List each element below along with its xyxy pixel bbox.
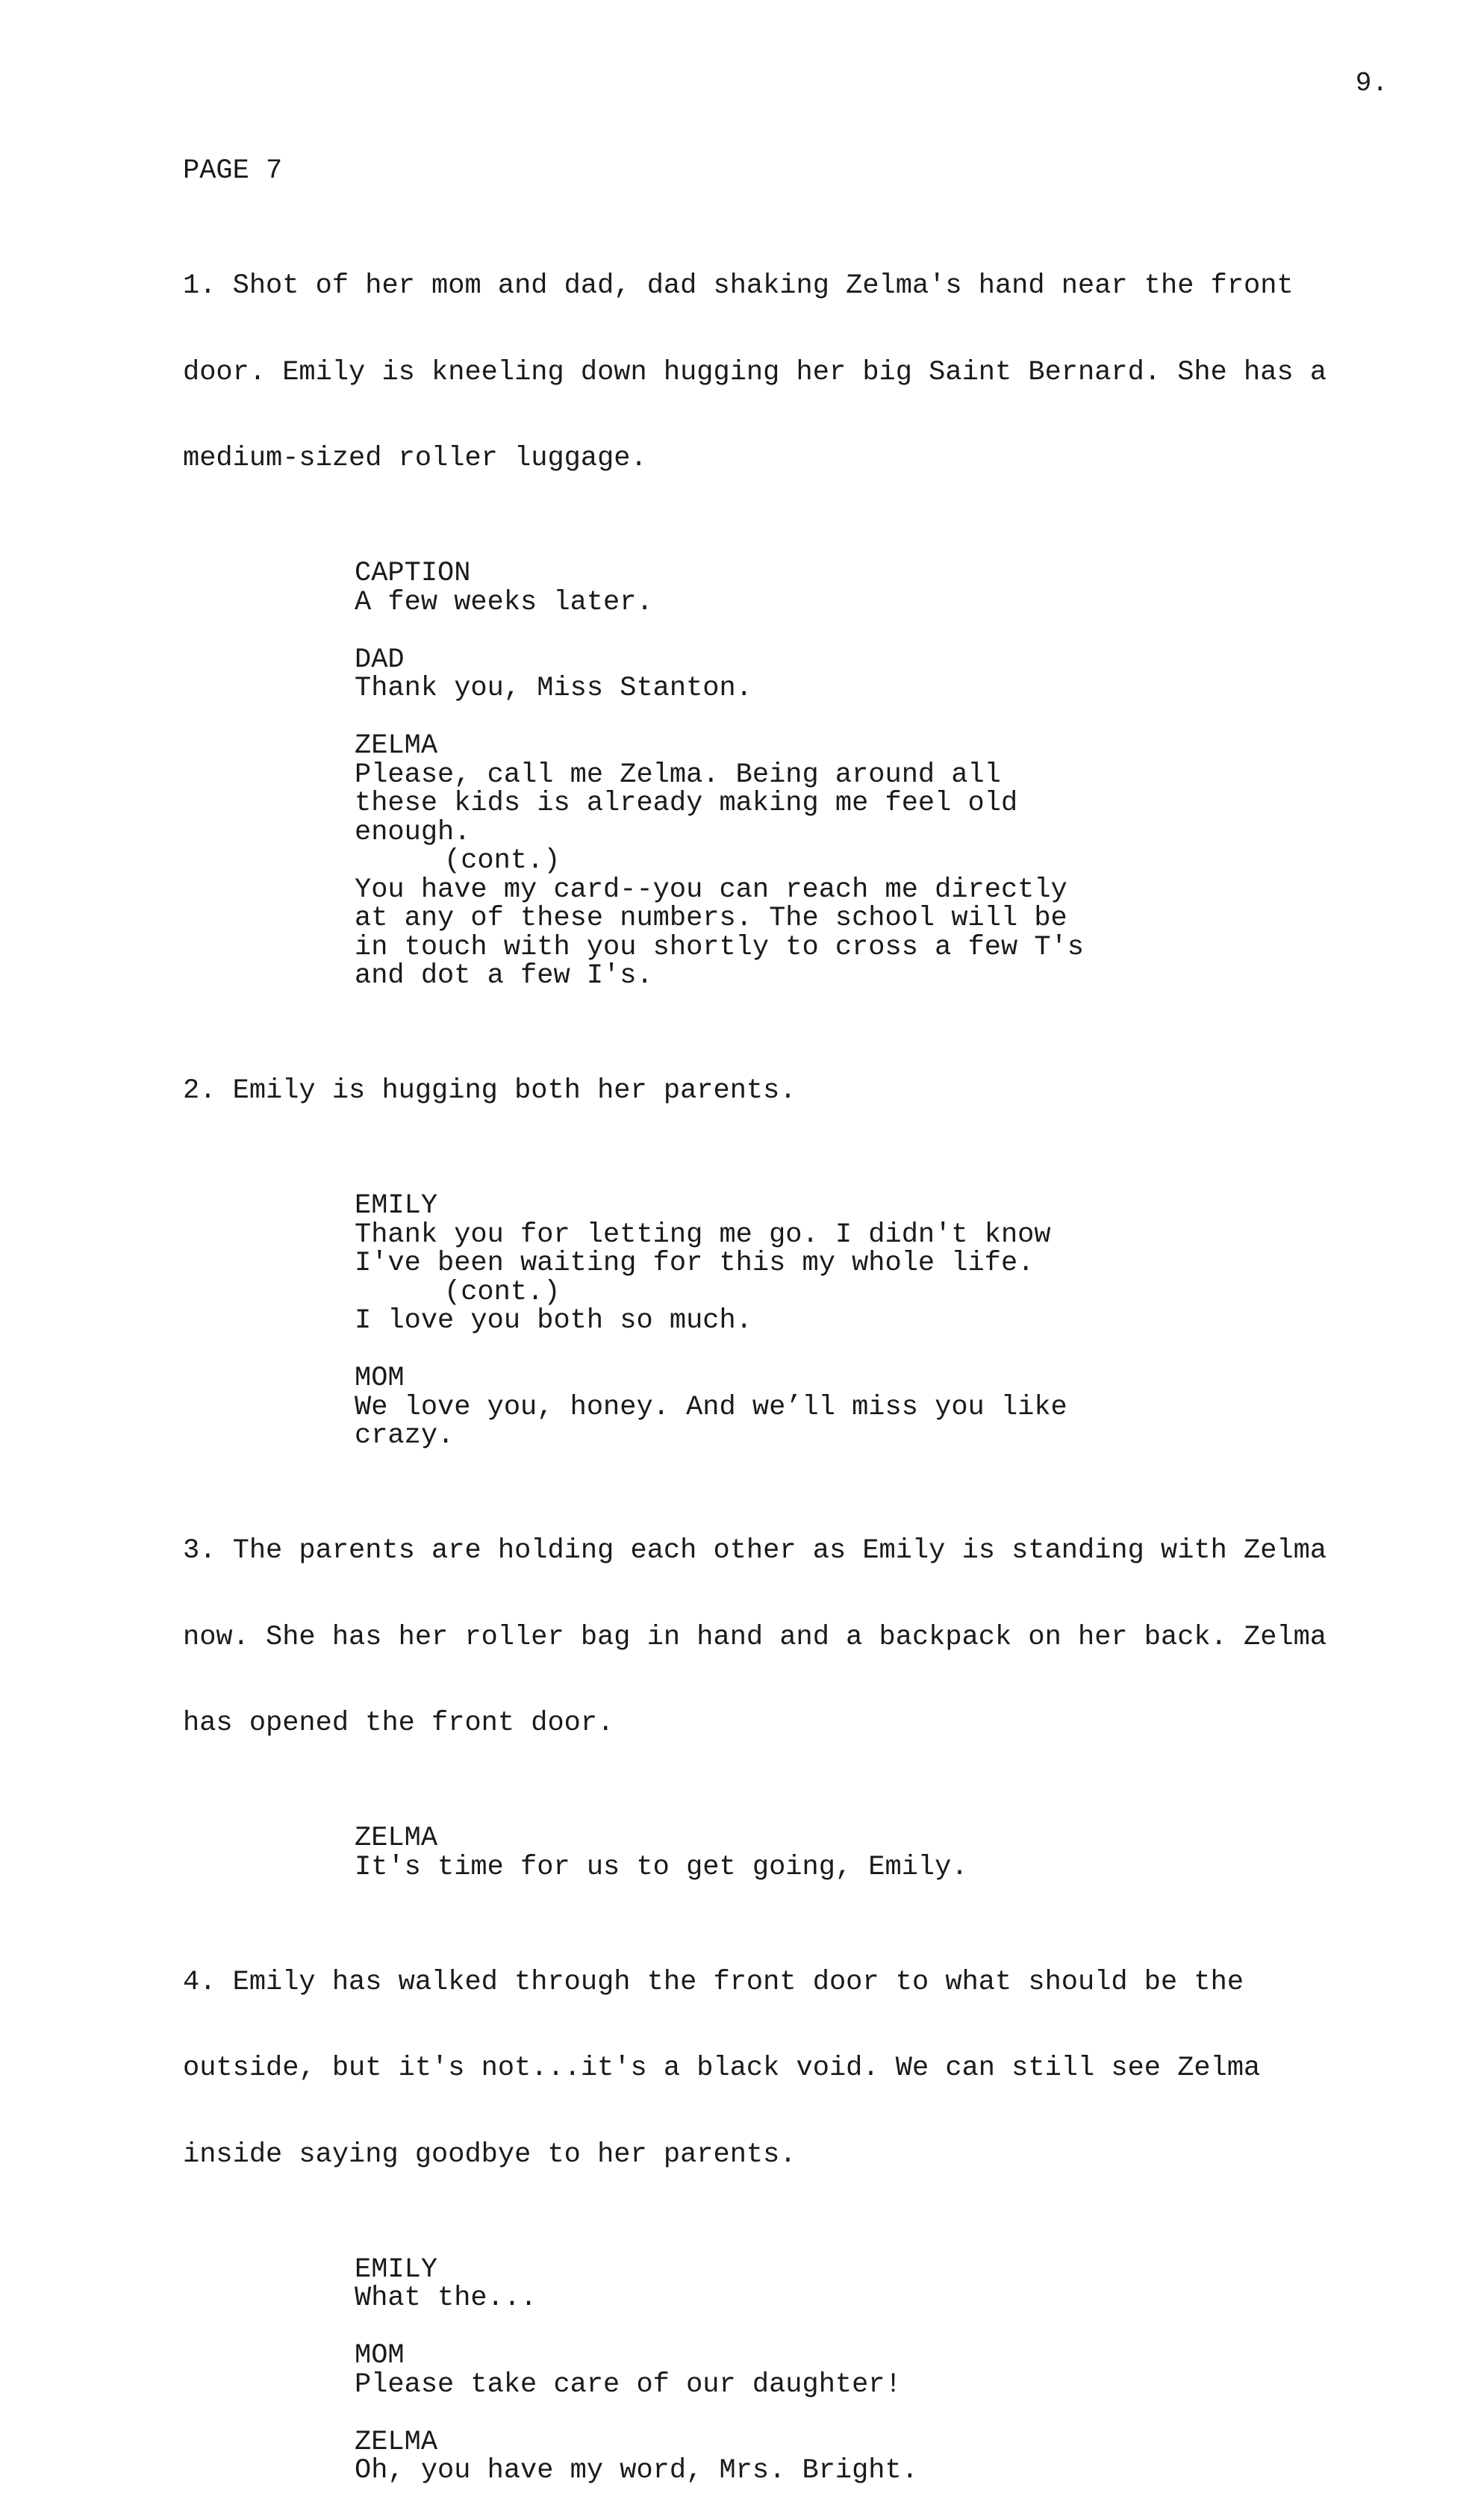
dialogue-line: A few weeks later. bbox=[355, 586, 653, 618]
caption-block bbox=[183, 559, 1392, 617]
dad-dialogue-block bbox=[183, 646, 1392, 703]
character-name: MOM bbox=[355, 2340, 405, 2371]
dialogue-line: crazy. bbox=[355, 1420, 455, 1452]
dialogue-line: enough. bbox=[355, 816, 471, 848]
dialogue-line: in touch with you shortly to cross a few T's bbox=[355, 931, 1084, 963]
dialogue-line: Please, call me Zelma. Being around all bbox=[355, 759, 1001, 791]
character-name: CAPTION bbox=[355, 558, 471, 589]
zelma-dialogue-block bbox=[183, 2428, 1392, 2486]
dialogue-line: What the... bbox=[355, 2283, 537, 2314]
character-name: ZELMA bbox=[355, 1823, 438, 1854]
panel-4-action bbox=[183, 1911, 1392, 2227]
page-heading: PAGE 7 bbox=[183, 155, 283, 187]
dialogue bbox=[355, 1393, 1101, 1451]
panel-1-action bbox=[183, 214, 1392, 531]
dialogue-line: I've been waiting for this my whole life. bbox=[355, 1248, 1035, 1279]
dialogue-line: these kids is already making me feel old bbox=[355, 788, 1018, 819]
dialogue bbox=[355, 588, 1101, 617]
dialogue-line: Please take care of our daughter! bbox=[355, 2368, 902, 2401]
dialogue-line: You have my card--you can reach me directly bbox=[355, 874, 1067, 906]
dialogue-line: Thank you, Miss Stanton. bbox=[355, 673, 752, 704]
parenthetical: (cont.) bbox=[444, 1276, 561, 1308]
emily-dialogue-block bbox=[183, 1192, 1392, 1336]
dialogue bbox=[355, 674, 1101, 703]
zelma-dialogue-block bbox=[183, 1824, 1392, 1882]
dialogue bbox=[355, 2457, 1101, 2486]
dialogue-line: at any of these numbers. The school will be bbox=[355, 903, 1067, 934]
dialogue-line: I love you both so much. bbox=[355, 1305, 752, 1337]
character-name: EMILY bbox=[355, 2253, 438, 2286]
zelma-dialogue-block bbox=[183, 732, 1392, 991]
emily-dialogue-block bbox=[183, 2253, 1392, 2314]
dialogue bbox=[355, 761, 1101, 991]
script-content bbox=[183, 157, 1392, 2514]
dialogue-line: We love you, honey. And we’ll miss you like bbox=[355, 1391, 1067, 1423]
character-name: ZELMA bbox=[355, 730, 438, 762]
dialogue bbox=[355, 1853, 1101, 1882]
action-line: 1. Shot of her mom and dad, dad shaking Zelma's hand near the front bbox=[183, 270, 1294, 302]
mom-dialogue-block bbox=[183, 1364, 1392, 1451]
dialogue bbox=[355, 1221, 1101, 1336]
dialogue bbox=[355, 2368, 1101, 2401]
panel-3-action bbox=[183, 1479, 1392, 1796]
action-line: 4. Emily has walked through the front door to what should be the bbox=[183, 1966, 1244, 1998]
action-line: 3. The parents are holding each other as Emily is standing with Zelma bbox=[183, 1535, 1327, 1566]
dialogue bbox=[355, 2284, 1101, 2313]
action-line: now. She has her roller bag in hand and a backpack on her back. Zelma bbox=[183, 1621, 1327, 1653]
character-name: MOM bbox=[355, 1363, 405, 1394]
action-line: has opened the front door. bbox=[183, 1708, 614, 1739]
character-name: ZELMA bbox=[355, 2426, 438, 2458]
dialogue-line: It's time for us to get going, Emily. bbox=[355, 1851, 968, 1883]
dialogue-line: and dot a few I's. bbox=[355, 960, 653, 992]
action-line: outside, but it's not...it's a black void. We can still see Zelma bbox=[183, 2053, 1261, 2084]
action-line: inside saying goodbye to her parents. bbox=[183, 2138, 796, 2171]
dialogue-line: Thank you for letting me go. I didn't know bbox=[355, 1219, 1051, 1251]
panel-2-action bbox=[183, 1019, 1392, 1163]
action-line: door. Emily is kneeling down hugging her big Saint Bernard. She has a bbox=[183, 356, 1327, 388]
parenthetical: (cont.) bbox=[444, 845, 561, 877]
character-name: EMILY bbox=[355, 1190, 438, 1222]
page-number: 9. bbox=[1355, 68, 1388, 99]
character-name: DAD bbox=[355, 644, 405, 676]
mom-dialogue-block bbox=[183, 2342, 1392, 2399]
action-line: 2. Emily is hugging both her parents. bbox=[183, 1075, 796, 1107]
dialogue-line: Oh, you have my word, Mrs. Bright. bbox=[355, 2455, 918, 2486]
action-line: medium-sized roller luggage. bbox=[183, 443, 647, 474]
